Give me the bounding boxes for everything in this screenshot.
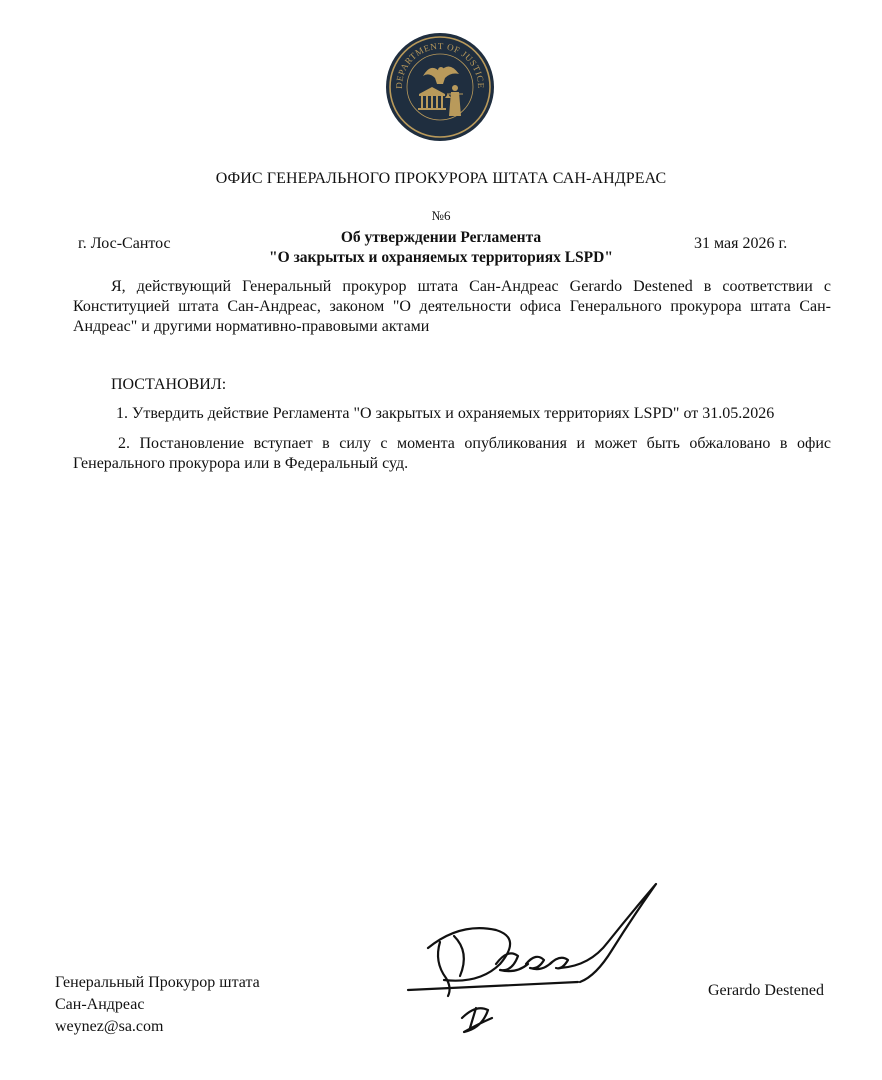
- document-number: №6: [431, 208, 451, 223]
- signatory-block: [55, 972, 260, 1038]
- decision-item-1: 1. Утвердить действие Регламента "О закрытых и охраняемых территориях LSPD" от 31.05.2026: [116, 405, 775, 422]
- document-title-line-1: Об утверждении Регламента: [340, 229, 542, 246]
- decision-heading: ПОСТАНОВИЛ:: [111, 376, 227, 393]
- signatory-email: weynez@sa.com: [55, 1018, 164, 1035]
- document-date: 31 мая 2026 г.: [694, 235, 788, 252]
- seal-text: DEPARTMENT OF JUSTICE: [393, 40, 487, 89]
- document-city: г. Лос-Сантос: [78, 235, 171, 252]
- document-title-line-2: "О закрытых и охраняемых территориях LSPD": [269, 249, 613, 266]
- signatory-name: Gerardo Destened: [708, 982, 824, 999]
- preamble-paragraph: Я, действующий Генеральный прокурор штата Сан-Андреас Gerardo Destened в соответствии с Конституцией штата Сан-Андреас, законом "О деятельности офиса Генерального прокурора штата Сан-Андреас" и другими нормативно-правовыми актами: [73, 278, 831, 335]
- handwritten-signature: [400, 878, 662, 1038]
- department-of-justice-seal: [385, 32, 495, 142]
- office-title: ОФИС ГЕНЕРАЛЬНОГО ПРОКУРОРА ШТАТА САН-АНДРЕАС: [215, 170, 667, 187]
- signatory-position-line-1: Генеральный Прокурор штата: [55, 974, 260, 991]
- signatory-position-line-2: Сан-Андреас: [55, 996, 145, 1013]
- decision-item-2: 2. Постановление вступает в силу с момента опубликования и может быть обжаловано в офис Генерального прокурора или в Федеральный суд.: [73, 435, 831, 472]
